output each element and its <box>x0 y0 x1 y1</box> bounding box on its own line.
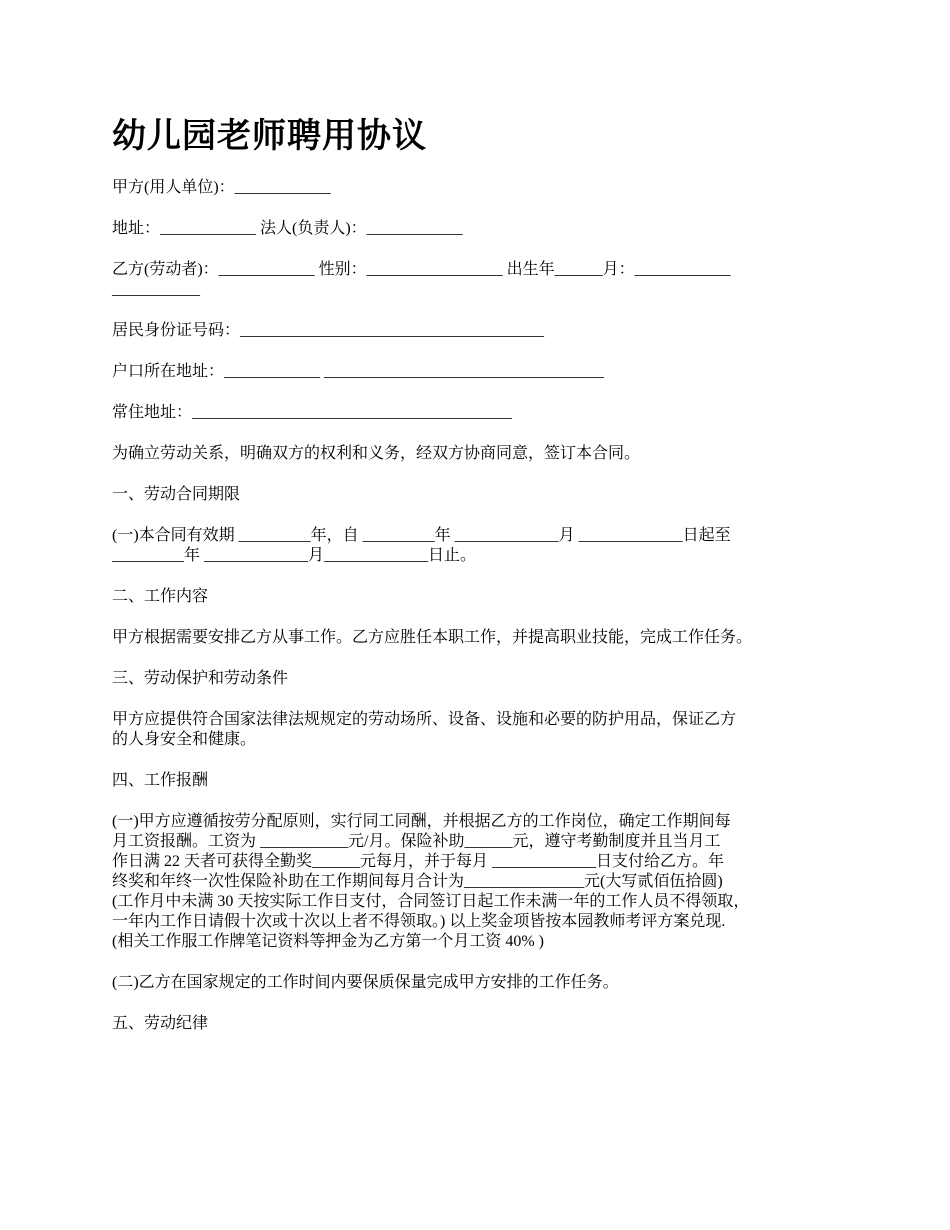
section-heading-remuneration: 四、工作报酬 <box>112 772 209 789</box>
protection-paragraph: 甲方应提供符合国家法律法规规定的劳动场所、设备、设施和必要的防护用品，保证乙方 的人身安全和健康。 <box>112 711 737 748</box>
household-address-line: 户口所在地址：____________ ___________________________________ <box>112 363 605 380</box>
section-heading-protection: 三、劳动保护和劳动条件 <box>112 670 289 687</box>
section-heading-term: 一、劳动合同期限 <box>112 486 241 503</box>
address-line: 地址：____________ 法人(负责人)：____________ <box>112 220 463 237</box>
remuneration-paragraph: (一)甲方应遵循按劳分配原则，实行同工同酬，并根据乙方的工作岗位，确定工作期间每 月工资报酬。工资为 ___________元/月。保险补助______元，遵守考勤制度并且当月工 作日满 22 天者可获得全勤奖______元每月，并于每月 _____________日支付给乙方。年 终奖和年终一次性保险补助在工作期间每月合计为_______________元(大写贰佰伍拾圆) (工作月中未满 30 天按实际工作日支付，合同签订日起工作未满一年的工作人员不得领取， 一年内工作日请假十次或十次以上者不得领取。) 以上奖金项皆按本园教师考评方案兑现. (相关工作服工作牌笔记资料等押金为乙方第一个月工资 40% ) <box>112 813 750 950</box>
document-title: 幼儿园老师聘用协议 <box>112 116 427 156</box>
section-heading-discipline: 五、劳动纪律 <box>112 1015 209 1032</box>
preamble-paragraph: 为确立劳动关系，明确双方的权利和义务，经双方协商同意，签订本合同。 <box>112 445 641 462</box>
party-b-line: 乙方(劳动者)：____________ 性别：_________________ 出生年______月：____________ ___________ <box>112 261 731 298</box>
residence-address-line: 常住地址：________________________________________ <box>112 404 513 421</box>
contract-term-paragraph: (一)本合同有效期 _________年，自 _________年 _____________月 _____________日起至 _________年 _____________月_____________日止。 <box>112 527 731 564</box>
document-page <box>112 108 852 1055</box>
section-heading-work-content: 二、工作内容 <box>112 588 209 605</box>
work-task-paragraph: (二)乙方在国家规定的工作时间内要保质保量完成甲方安排的工作任务。 <box>112 974 619 991</box>
id-number-line: 居民身份证号码：______________________________________ <box>112 322 545 339</box>
work-content-paragraph: 甲方根据需要安排乙方从事工作。乙方应胜任本职工作，并提高职业技能，完成工作任务。 <box>112 629 753 646</box>
party-a-line: 甲方(用人单位)：____________ <box>112 179 331 196</box>
